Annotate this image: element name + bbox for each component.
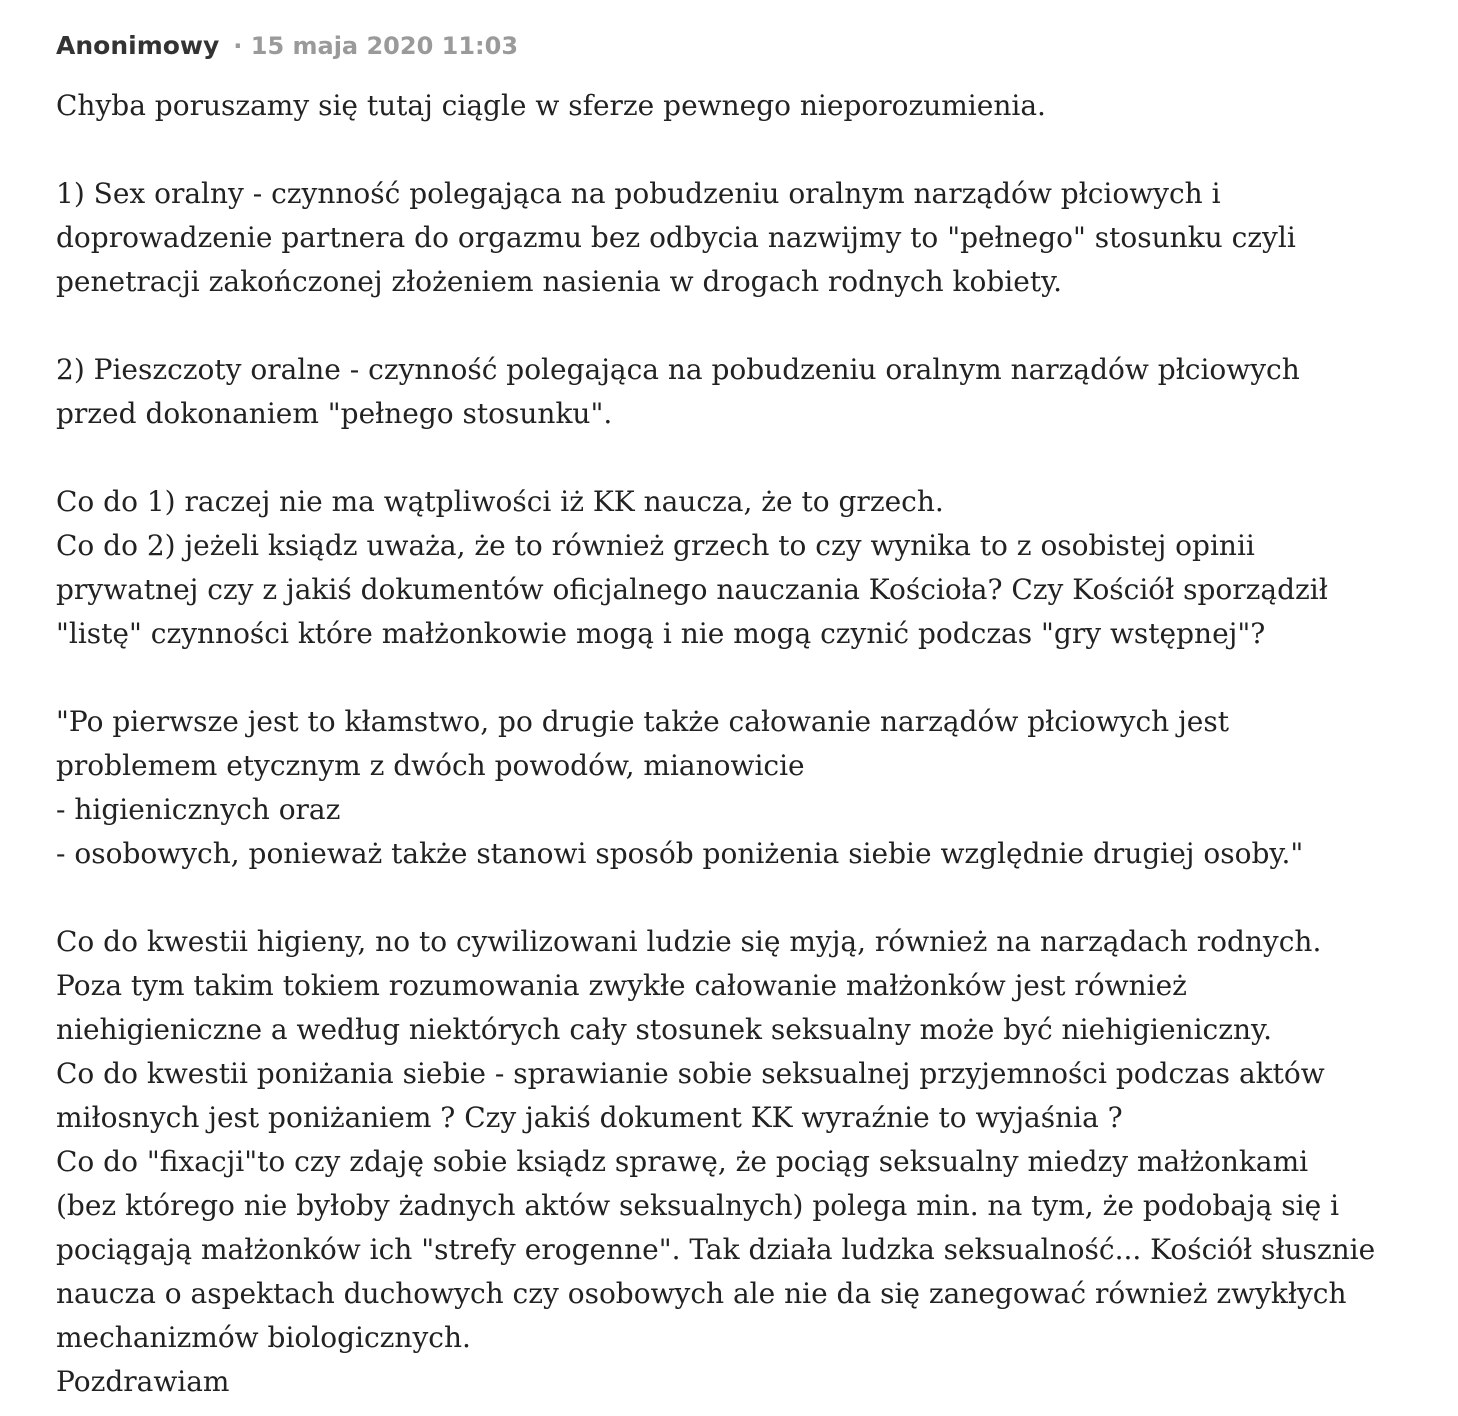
- comment: [56, 28, 1446, 1404]
- comment-line: "Po pierwsze jest to kłamstwo, po drugie także całowanie narządów płciowych jest: [56, 705, 1229, 738]
- comment-line: problemem etycznym z dwóch powodów, mianowicie: [56, 749, 805, 782]
- comment-meta: [233, 32, 518, 60]
- comment-line: Chyba poruszamy się tutaj ciągle w sferze pewnego nieporozumienia.: [56, 89, 1046, 122]
- comment-line: Co do 1) raczej nie ma wątpliwości iż KK naucza, że to grzech.: [56, 485, 944, 518]
- paragraph-gap: [56, 128, 1446, 172]
- comment-timestamp: 15 maja 2020 11:03: [250, 32, 519, 60]
- comment-line: Co do "fixacji"to czy zdaję sobie ksiądz sprawę, że pociąg seksualny miedzy małżonkami: [56, 1145, 1309, 1178]
- comment-line: niehigieniczne a według niektórych cały stosunek seksualny może być niehigieniczny.: [56, 1013, 1273, 1046]
- comment-line: miłosnych jest poniżaniem ? Czy jakiś dokument KK wyraźnie to wyjaśnia ?: [56, 1101, 1123, 1134]
- comment-line: Co do kwestii higieny, no to cywilizowani ludzie się myją, również na narządach rodnych.: [56, 925, 1322, 958]
- comment-line: 1) Sex oralny - czynność polegająca na pobudzeniu oralnym narządów płciowych i: [56, 177, 1221, 210]
- author-name: Anonimowy: [56, 31, 220, 60]
- comment-line: prywatnej czy z jakiś dokumentów oficjalnego nauczania Kościoła? Czy Kościół sporządził: [56, 573, 1328, 606]
- comment-line: penetracji zakończonej złożeniem nasienia w drogach rodnych kobiety.: [56, 265, 1063, 298]
- comment-line: Pozdrawiam: [56, 1365, 230, 1398]
- comment-line: Co do 2) jeżeli ksiądz uważa, że to również grzech to czy wynika to z osobistej opinii: [56, 529, 1255, 562]
- comment-line: (bez którego nie byłoby żadnych aktów seksualnych) polega min. na tym, że podobają się i: [56, 1189, 1340, 1222]
- comment-line: pociągają małżonków ich "strefy erogenne". Tak działa ludzka seksualność... Kościół słusznie: [56, 1233, 1376, 1266]
- comment-line: - higienicznych oraz: [56, 793, 341, 826]
- comment-header: [56, 28, 1446, 64]
- comment-line: doprowadzenie partnera do orgazmu bez odbycia nazwijmy to "pełnego" stosunku czyli: [56, 221, 1296, 254]
- comment-line: "listę" czynności które małżonkowie mogą i nie mogą czynić podczas "gry wstępnej"?: [56, 617, 1266, 650]
- comment-line: naucza o aspektach duchowych czy osobowych ale nie da się zanegować również zwykłych: [56, 1277, 1347, 1310]
- meta-separator: ·: [233, 32, 243, 60]
- paragraph-gap: [56, 876, 1446, 920]
- comment-line: Poza tym takim tokiem rozumowania zwykłe całowanie małżonków jest również: [56, 969, 1187, 1002]
- comment-line: Co do kwestii poniżania siebie - sprawianie sobie seksualnej przyjemności podczas aktów: [56, 1057, 1325, 1090]
- comment-line: 2) Pieszczoty oralne - czynność polegająca na pobudzeniu oralnym narządów płciowych: [56, 353, 1300, 386]
- paragraph-gap: [56, 304, 1446, 348]
- comment-line: przed dokonaniem "pełnego stosunku".: [56, 397, 613, 430]
- comment-body: [56, 84, 1446, 1404]
- comment-line: mechanizmów biologicznych.: [56, 1321, 471, 1354]
- comment-line: - osobowych, ponieważ także stanowi sposób poniżenia siebie względnie drugiej osoby.": [56, 837, 1304, 870]
- paragraph-gap: [56, 436, 1446, 480]
- paragraph-gap: [56, 656, 1446, 700]
